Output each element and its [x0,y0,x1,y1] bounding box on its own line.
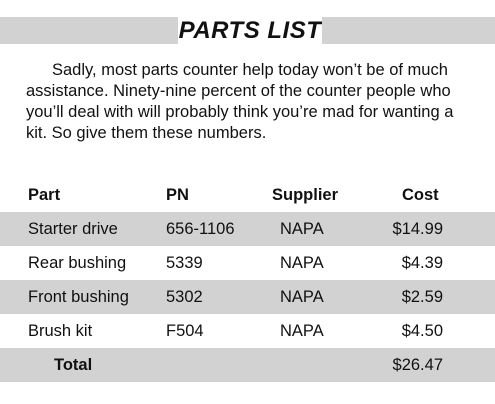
table-row [0,246,495,280]
part-cost: $14.99 [392,220,443,238]
table-header-row [0,178,495,212]
header-supplier: Supplier [272,186,339,204]
part-name: Brush kit [28,322,93,340]
title-bar [0,16,495,46]
header-pn: PN [166,186,189,204]
part-name: Front bushing [28,288,129,306]
part-cost: $4.50 [401,322,443,340]
parts-table [0,178,495,382]
part-name: Rear bushing [28,254,127,272]
page-title: PARTS LIST [178,17,322,44]
title-rule-left [0,17,178,44]
total-row [0,348,495,382]
total-cost: $26.47 [392,356,443,374]
part-number: 656-1106 [166,220,235,238]
header-cost: Cost [402,186,439,204]
table-row [0,314,495,348]
part-name: Starter drive [28,220,118,238]
total-label: Total [54,356,93,374]
header-part: Part [28,186,61,204]
part-supplier: NAPA [280,254,324,272]
part-cost: $2.59 [401,288,443,306]
part-supplier: NAPA [280,322,324,340]
part-cost: $4.39 [401,254,443,272]
part-number: 5339 [166,254,203,272]
part-number: 5302 [166,288,203,306]
intro-paragraph: Sadly, most parts counter help today won’t be of much assistance. Ninety-nine percent of the counter people who you’ll deal with will probably think you’re mad for wanting a kit. So give them these numbers. [26,61,454,142]
table-row [0,280,495,314]
table-row [0,212,495,246]
part-number: F504 [166,322,204,340]
title-rule-right [322,17,495,44]
part-supplier: NAPA [280,220,324,238]
part-supplier: NAPA [280,288,324,306]
